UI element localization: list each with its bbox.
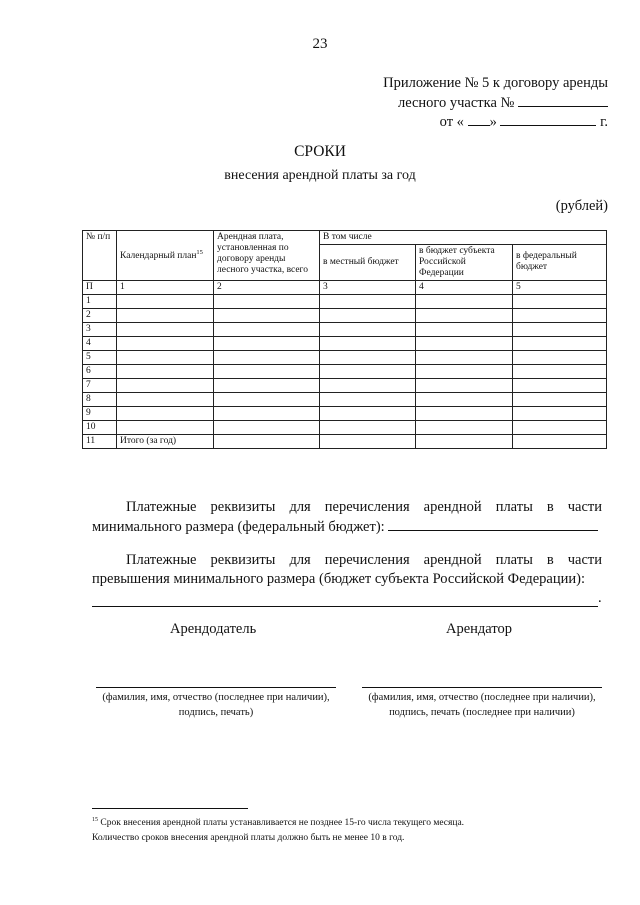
index-cell: П (83, 280, 117, 294)
table-cell[interactable] (214, 364, 320, 378)
row-number: 8 (83, 392, 117, 406)
para2-end-mark: . (598, 590, 602, 606)
para1-word: в (546, 499, 554, 515)
para2-word: реквизиты (210, 552, 276, 568)
table-cell[interactable] (513, 350, 607, 364)
table-cell[interactable] (214, 434, 320, 448)
table-cell[interactable] (513, 420, 607, 434)
date-month-blank (500, 113, 596, 126)
table-cell[interactable] (416, 364, 513, 378)
date-day-blank (468, 113, 490, 126)
para2-first-line (92, 552, 602, 569)
table-cell[interactable] (513, 322, 607, 336)
table-cell[interactable] (513, 308, 607, 322)
table-cell[interactable] (117, 308, 214, 322)
table-cell[interactable] (117, 350, 214, 364)
lessor-caption: (фамилия, имя, отчество (последнее при наличии), подпись, печать) (102, 692, 330, 719)
table-cell[interactable] (513, 294, 607, 308)
lessor-signature-line (96, 687, 336, 688)
table-cell[interactable] (416, 378, 513, 392)
table-cell[interactable] (117, 322, 214, 336)
table-cell[interactable] (117, 294, 214, 308)
para2-word: для (289, 552, 311, 568)
table-row (83, 364, 607, 378)
date-from-label: от « (439, 114, 464, 130)
payment-details-regional (92, 552, 602, 607)
footnote-text-1: Срок внесения арендной платы устанавливается не позднее 15-го числа текущего месяца. (98, 818, 465, 829)
para1-word: для (289, 499, 311, 515)
payment-schedule-table (82, 230, 607, 449)
table-cell[interactable] (320, 378, 416, 392)
unit-label: (рублей) (555, 198, 608, 214)
appendix-header-line2 (398, 94, 608, 112)
header-num: № п/п (83, 231, 117, 281)
table-cell[interactable] (513, 434, 607, 448)
table-cell[interactable] (320, 392, 416, 406)
table-cell[interactable] (214, 294, 320, 308)
total-row-num: 11 (83, 434, 117, 448)
footnote-divider (92, 808, 248, 809)
table-cell[interactable] (214, 392, 320, 406)
para1-word: части (567, 499, 602, 515)
lessee-signature-line (362, 687, 602, 688)
table-cell[interactable] (513, 406, 607, 420)
table-row (83, 308, 607, 322)
federal-details-blank (388, 518, 598, 531)
table-cell[interactable] (416, 336, 513, 350)
row-number: 10 (83, 420, 117, 434)
table-cell[interactable] (416, 392, 513, 406)
table-cell[interactable] (214, 420, 320, 434)
table-cell[interactable] (320, 322, 416, 336)
para2-word: Платежные (126, 552, 197, 568)
para2-word: арендной (423, 552, 482, 568)
date-year-suffix: г. (600, 114, 608, 130)
para1-first-line (92, 499, 602, 516)
table-header-row-1 (83, 231, 607, 245)
table-cell[interactable] (214, 336, 320, 350)
row-number: 7 (83, 378, 117, 392)
footnote-marker: 15 (92, 817, 98, 823)
header-total: Арендная плата, установленная по договору аренды лесного участка, всего (214, 231, 320, 281)
para1-second-line (92, 518, 602, 536)
header-calendar: Календарный план$^{15}$ (117, 231, 214, 281)
para2-second-line: превышения минимального размера (бюджет субъекта Российской Федерации): (92, 571, 585, 587)
table-cell[interactable] (513, 392, 607, 406)
index-cell: 1 (117, 280, 214, 294)
row-number: 1 (83, 294, 117, 308)
table-row (83, 294, 607, 308)
index-cell: 5 (513, 280, 607, 294)
table-cell[interactable] (513, 364, 607, 378)
para1-text: минимального размера (федеральный бюджет): (92, 519, 385, 535)
table-cell[interactable] (117, 336, 214, 350)
table-cell[interactable] (214, 378, 320, 392)
table-cell[interactable] (416, 350, 513, 364)
para1-word: арендной (423, 499, 482, 515)
header-including: В том числе (320, 231, 607, 245)
para1-word: Платежные (126, 499, 197, 515)
table-cell[interactable] (513, 378, 607, 392)
table-body (83, 294, 607, 434)
row-number: 5 (83, 350, 117, 364)
total-row-label: Итого (за год) (117, 434, 214, 448)
table-cell[interactable] (416, 420, 513, 434)
para2-word: платы (495, 552, 533, 568)
table-total-row (83, 434, 607, 448)
para1-word: перечисления (324, 499, 410, 515)
table-row (83, 336, 607, 350)
regional-details-blank (92, 594, 598, 607)
para2-word: части (567, 552, 602, 568)
row-number: 4 (83, 336, 117, 350)
table-cell[interactable] (117, 392, 214, 406)
plot-number-blank (518, 94, 608, 107)
footnote-line2: Количество сроков внесения арендной платы должно быть не менее 10 в год. (92, 833, 405, 843)
table-row (83, 322, 607, 336)
table-cell[interactable] (214, 308, 320, 322)
table-cell[interactable] (320, 308, 416, 322)
row-number: 9 (83, 406, 117, 420)
table-cell[interactable] (320, 336, 416, 350)
para1-word: реквизиты (210, 499, 276, 515)
table-row (83, 420, 607, 434)
table-cell[interactable] (320, 434, 416, 448)
document-subtitle: внесения арендной платы за год (224, 168, 416, 183)
table-cell[interactable] (320, 406, 416, 420)
table-cell[interactable] (117, 364, 214, 378)
page-number: 23 (312, 36, 328, 52)
index-cell: 3 (320, 280, 416, 294)
header-local: в местный бюджет (320, 245, 416, 281)
para2-third-line (92, 590, 602, 607)
table-index-row (83, 280, 607, 294)
footnote-ref: 15 (196, 248, 203, 256)
row-number: 3 (83, 322, 117, 336)
table-row (83, 378, 607, 392)
table-cell[interactable] (320, 364, 416, 378)
table-row (83, 406, 607, 420)
table-cell[interactable] (416, 308, 513, 322)
lessee-caption: (фамилия, имя, отчество (последнее при наличии), подпись, печать (последнее при наличии) (368, 692, 596, 719)
plot-number-label: лесного участка № (397, 95, 515, 111)
para2-word: в (546, 552, 554, 568)
table-cell[interactable] (416, 434, 513, 448)
document-title: СРОКИ (294, 143, 346, 160)
table-cell[interactable] (117, 406, 214, 420)
table-cell[interactable] (214, 406, 320, 420)
table-cell[interactable] (416, 322, 513, 336)
row-number: 6 (83, 364, 117, 378)
table-row (83, 392, 607, 406)
lessee-label: Арендатор (446, 621, 513, 637)
table-cell[interactable] (513, 336, 607, 350)
footnote-line1 (92, 817, 464, 828)
index-cell: 2 (214, 280, 320, 294)
para1-word: платы (495, 499, 533, 515)
header-federal: в федеральный бюджет (513, 245, 607, 281)
table-cell[interactable] (320, 350, 416, 364)
table-row (83, 350, 607, 364)
header-regional: в бюджет субъекта Российской Федерации (416, 245, 513, 281)
table-cell[interactable] (416, 406, 513, 420)
appendix-header-line3 (440, 113, 608, 131)
payment-details-federal (92, 499, 602, 536)
appendix-header-line1: Приложение № 5 к договору аренды (383, 75, 608, 91)
table-cell[interactable] (214, 350, 320, 364)
index-cell: 4 (416, 280, 513, 294)
para2-word: перечисления (324, 552, 410, 568)
table-cell[interactable] (320, 420, 416, 434)
table-cell[interactable] (214, 322, 320, 336)
lessor-label: Арендодатель (170, 621, 257, 637)
table-cell[interactable] (416, 294, 513, 308)
date-quote-close: » (489, 114, 497, 130)
table-cell[interactable] (117, 420, 214, 434)
table-cell[interactable] (320, 294, 416, 308)
row-number: 2 (83, 308, 117, 322)
table-cell[interactable] (117, 378, 214, 392)
